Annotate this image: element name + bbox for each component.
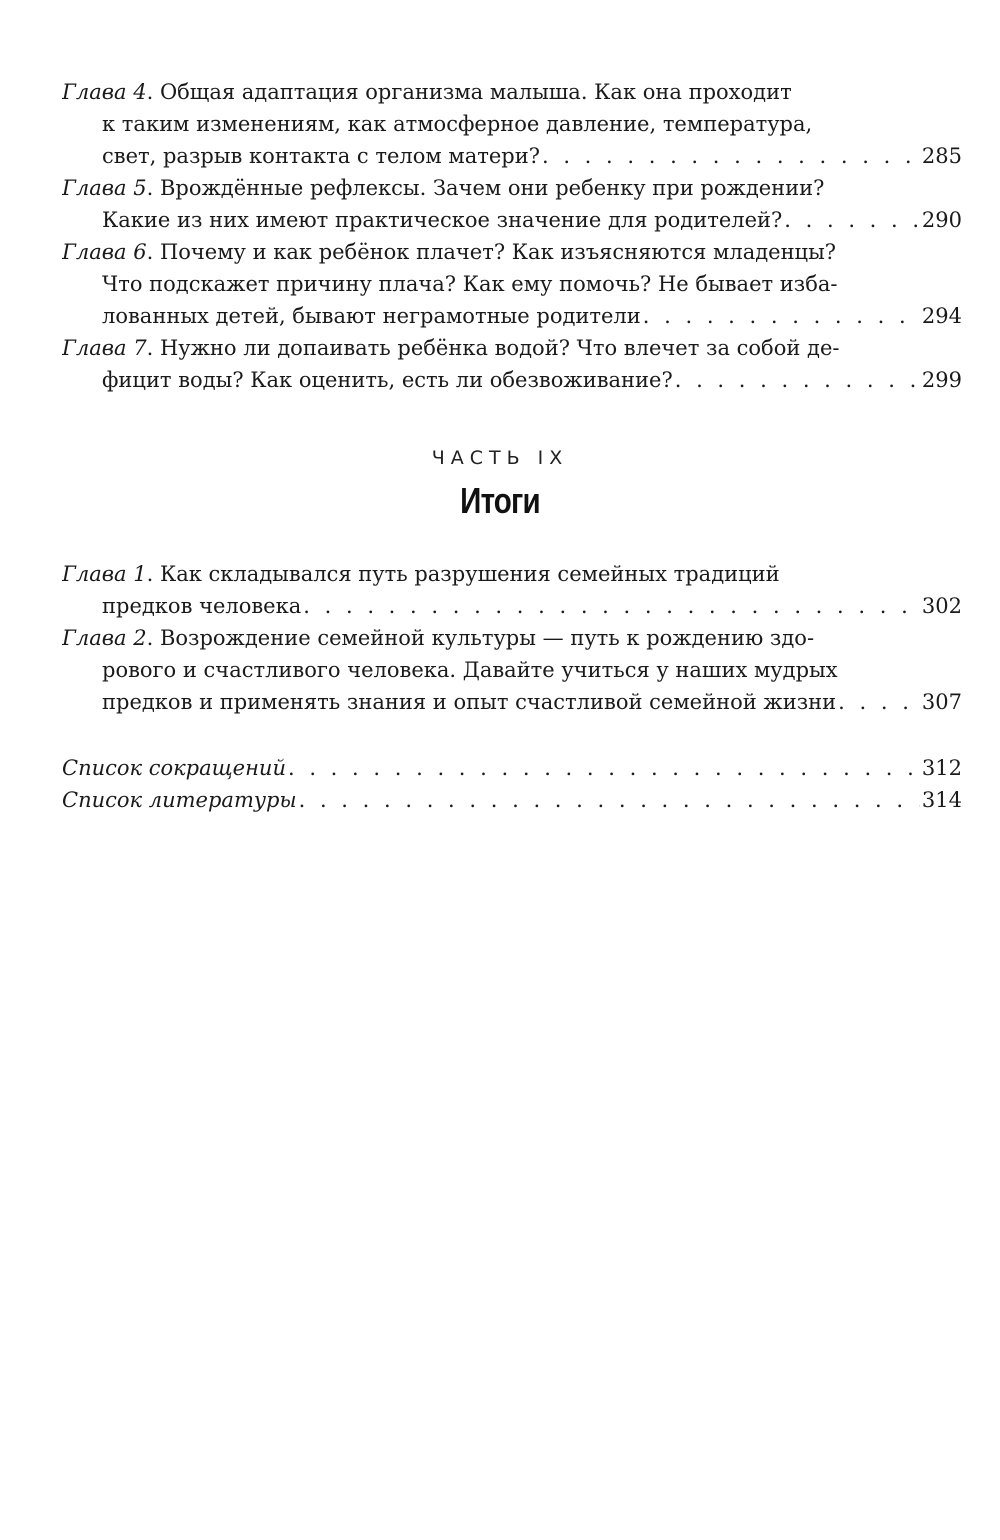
page-number: 302 [921, 594, 962, 618]
toc-back-matter [62, 752, 962, 816]
chapter-title-line: Как складывался путь разрушения семейных традиций [159, 562, 780, 586]
back-matter-title: Список сокращений [62, 756, 286, 780]
chapter-title-line: лованных детей, бывают неграмотные родители [102, 304, 641, 328]
toc-entry-last-line [62, 686, 962, 718]
leader-dots [784, 204, 920, 236]
toc-entry-last-line [62, 590, 962, 622]
chapter-label: Глава 2 [62, 626, 147, 650]
chapter-title-line: предков и применять знания и опыт счастливой семейной жизни [102, 690, 837, 714]
toc-entry-chapter-6[interactable] [62, 236, 962, 332]
chapter-title-line: свет, разрыв контакта с телом матери? [102, 144, 540, 168]
toc-entry-chapter-5[interactable] [62, 172, 962, 236]
toc-entry-first-line: Глава 1. Как складывался путь разрушения семейных традиций [62, 562, 780, 586]
chapter-title-line: Нужно ли допаивать ребёнка водой? Что влечет за собой де- [159, 336, 840, 360]
chapter-title-line: Врождённые рефлексы. Зачем они ребенку при рождении? [159, 176, 825, 200]
chapter-title-line: Что подскажет причину плача? Как ему помочь? Не бывает изба- [102, 272, 838, 296]
page-number: 312 [921, 756, 962, 780]
toc-entry-first-line: Глава 5. Врождённые рефлексы. Зачем они ребенку при рождении? [62, 176, 825, 200]
chapter-title-line: Какие из них имеют практическое значение для родителей? [102, 208, 783, 232]
part-title: Итоги [460, 480, 540, 521]
toc-entry-last-line [62, 364, 962, 396]
toc-entry-references[interactable] [62, 784, 962, 816]
toc-part9-entries [62, 558, 962, 718]
toc-entry-last-line [62, 204, 962, 236]
toc-entry-chapter-7[interactable] [62, 332, 962, 396]
chapter-title-line: Общая адаптация организма малыша. Как она проходит [159, 80, 792, 104]
chapter-title-line: к таким изменениям, как атмосферное давление, температура, [102, 112, 813, 136]
toc-entry-last-line [62, 140, 962, 172]
toc-entry-last-line [62, 300, 962, 332]
toc-entry-chapter-1[interactable] [62, 558, 962, 622]
toc-entry-last-line [62, 752, 962, 784]
toc-entry-last-line [62, 784, 962, 816]
chapter-label: Глава 5 [62, 176, 147, 200]
toc-entry-first-line: Глава 2. Возрождение семейной культуры — путь к рождению здо- [62, 626, 815, 650]
page-number: 299 [921, 368, 962, 392]
leader-dots [542, 140, 920, 172]
toc-entry-abbreviations[interactable] [62, 752, 962, 784]
leader-dots [288, 752, 920, 784]
page-number: 314 [921, 788, 962, 812]
toc-entry-chapter-2[interactable] [62, 622, 962, 718]
chapter-title-line: Возрождение семейной культуры — путь к рождению здо- [159, 626, 815, 650]
page-number: 290 [921, 208, 962, 232]
leader-dots [838, 686, 920, 718]
chapter-title-line: фицит воды? Как оценить, есть ли обезвоживание? [102, 368, 673, 392]
toc-entry-first-line: Глава 7. Нужно ли допаивать ребёнка водой? Что влечет за собой де- [62, 336, 840, 360]
page-number: 307 [921, 690, 962, 714]
leader-dots [299, 784, 920, 816]
toc-entry-chapter-4[interactable] [62, 76, 962, 172]
chapter-label: Глава 6 [62, 240, 147, 264]
page-number: 294 [921, 304, 962, 328]
toc-entry-first-line: Глава 6. Почему и как ребёнок плачет? Как изъясняются младенцы? [62, 240, 837, 264]
leader-dots [643, 300, 920, 332]
page-number: 285 [921, 144, 962, 168]
chapter-label: Глава 1 [62, 562, 147, 586]
leader-dots [675, 364, 920, 396]
chapter-title-line: предков человека [102, 594, 302, 618]
chapter-title-line: рового и счастливого человека. Давайте учиться у наших мудрых [102, 658, 838, 682]
back-matter-title: Список литературы [62, 788, 297, 812]
chapter-label: Глава 7 [62, 336, 147, 360]
toc-entry-first-line: Глава 4. Общая адаптация организма малыша. Как она проходит [62, 80, 792, 104]
toc-part8-entries [62, 76, 962, 396]
chapter-title-line: Почему и как ребёнок плачет? Как изъясняются младенцы? [159, 240, 837, 264]
chapter-label: Глава 4 [62, 80, 147, 104]
leader-dots [303, 590, 920, 622]
part-kicker: ЧАСТЬ IX [431, 447, 569, 469]
